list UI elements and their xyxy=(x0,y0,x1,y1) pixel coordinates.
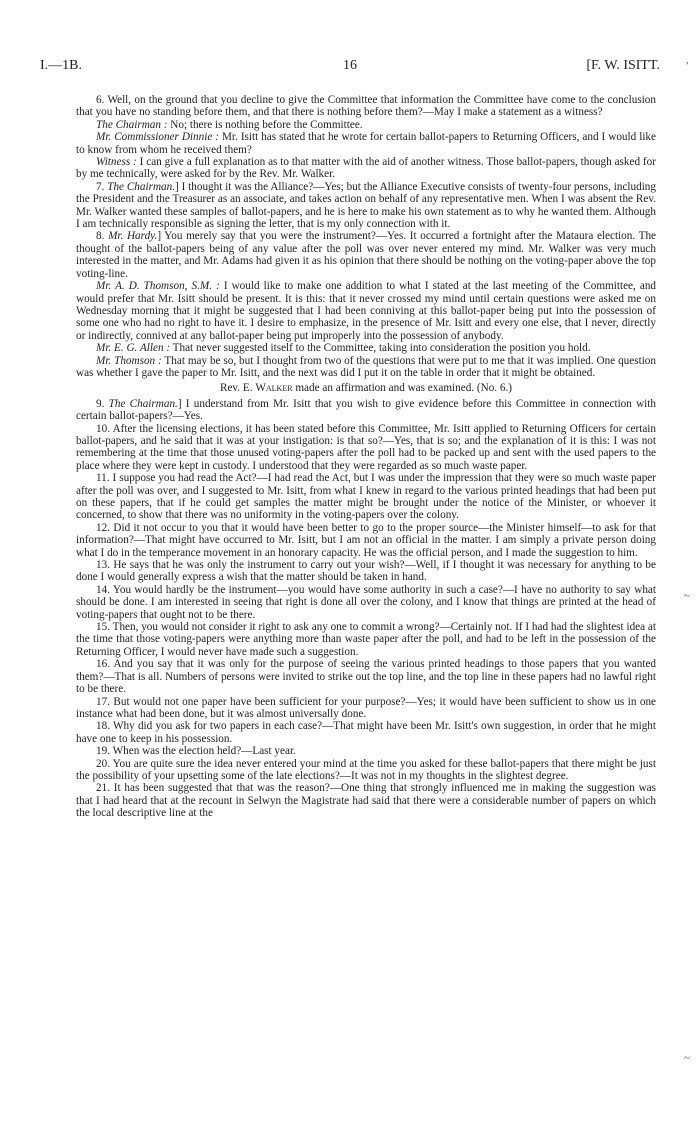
speaker-paragraph xyxy=(76,280,656,342)
speaker-name: The Chairman. xyxy=(107,180,176,193)
paragraph-text: 19. When was the election held?—Last year. xyxy=(96,745,296,758)
paragraph-text: No; there is nothing before the Committee. xyxy=(167,118,363,131)
question-paragraph xyxy=(76,398,656,423)
question-paragraph xyxy=(76,559,656,584)
question-paragraph xyxy=(76,94,656,119)
paragraph-text: 6. Well, on the ground that you decline to give the Committee that information the Committee have come to the conclusion that you have no standing before them, and that there is nothing before them?—May I make a statement as a witness? xyxy=(76,94,656,119)
paragraph-text: ] I understand from Mr. Isitt that you wish to give evidence before this Committee in connection with certain ballot-papers?—Yes. xyxy=(76,397,656,423)
speaker-name: Mr. A. D. Thomson, S.M. : xyxy=(96,280,220,293)
paragraph-text: 11. I suppose you had read the Act?—I had read the Act, but I was under the impression that they were so much waste paper after the poll was over, and I suggested to Mr. Isitt, from what I knew in regard to the various printed headings that had been put on these papers, that if he could get samples the matter might be brought under the notice of the Minister, or whoever it concerned, to show that there was no uniformity in the voting-papers over the colony. xyxy=(76,472,656,522)
margin-mark: ~ xyxy=(684,1052,690,1064)
question-number: 9. xyxy=(96,397,105,410)
speaker-name: Mr. E. G. Allen : xyxy=(96,342,171,355)
witness-name: [F. W. ISITT. xyxy=(586,58,660,73)
witness-heading xyxy=(76,382,656,394)
speaker-paragraph xyxy=(76,131,656,156)
question-paragraph xyxy=(76,621,656,658)
document-body xyxy=(76,94,656,820)
paragraph-text: ] I thought it was the Alliance?—Yes; but the Alliance Executive consists of twenty-four persons, including the President and the Treasurer as an associate, and takes action on behalf of any representative men. When I was absent the Rev. Mr. Walker wanted these samples of ballot-papers, and he is here to make his own statement as to why he wanted them. Although I am technically responsible as signing the letter, that is my only connection with it. xyxy=(76,180,656,231)
heading-text: made an affirmation and was examined. (No. 6.) xyxy=(292,382,512,395)
question-paragraph xyxy=(76,423,656,473)
question-number: 7. xyxy=(96,180,105,193)
paragraph-text: 17. But would not one paper have been sufficient for your purpose?—Yes; it would have been sufficient to show us in one instance what had been done, but it was almost universally done. xyxy=(76,695,656,720)
question-paragraph xyxy=(76,181,656,231)
paragraph-text: 10. After the licensing elections, it has been stated before this Committee, Mr. Isitt applied to Returning Officers for certain ballot-papers, and he said that it was at your instigation: is that so?—Yes, that is so; and the explanation of it is this: I was not remembering at the time that those unused voting-papers after the poll had to be packed up and sent with the used papers to the place where they were kept in custody. I understood that they were regarded as so much waste paper. xyxy=(76,422,656,472)
paragraph-text: I would like to make one addition to what I stated at the last meeting of the Committee, and would prefer that Mr. Isitt should be present. It is this: that it never crossed my mind until certain questions were asked me on Wednesday morning that it might be suggested that I had been conniving at this ballot-paper being put into the possession of some one who had no right to have it. I desire to emphasize, in the presence of Mr. Isitt and every one else, that I never, directly or indirectly, connived at any ballot-paper being put improperly into the possession of anybody. xyxy=(76,280,657,342)
question-paragraph xyxy=(76,782,656,819)
speaker-paragraph xyxy=(76,342,656,354)
speaker-name: The Chairman : xyxy=(96,118,168,131)
question-paragraph xyxy=(76,584,656,621)
paragraph-text: 14. You would hardly be the instrument—you would have some authority in such a case?—I have no authority to say what should be done. I am interested in seeing that right is done all over the colony, and I know that things are printed at the head of voting-papers that ought not to be there. xyxy=(76,583,656,621)
paragraph-text: 15. Then, you would not consider it right to ask any one to commit a wrong?—Certainly not. If I had had the slightest idea at the time that those voting-papers were anything more than waste paper after the poll, and had to be left in the possession of the Returning Officer, I would never have made such a suggestion. xyxy=(76,621,656,658)
speaker-name: Witness : xyxy=(96,156,137,169)
question-paragraph xyxy=(76,522,656,559)
question-paragraph xyxy=(76,758,656,783)
speaker-name: Mr. Thomson : xyxy=(96,354,162,367)
margin-mark: , xyxy=(686,54,689,66)
paragraph-text: 21. It has been suggested that that was the reason?—One thing that strongly influenced me in making the suggestion was that I had heard that at the recount in Selwyn the Magistrate had said that there were a considerable number of papers on which the local descriptive line at the xyxy=(76,782,656,820)
question-paragraph xyxy=(76,472,656,522)
paragraph-text: 13. He says that he was only the instrument to carry out your wish?—Well, if I thought it was necessary for anything to be done I would generally express a wish that the matter should be taken in hand. xyxy=(76,559,656,584)
paragraph-text: That never suggested itself to the Committee, taking into consideration the position you hold. xyxy=(170,342,591,355)
document-reference: I.—1B. xyxy=(40,58,82,73)
page-number: 16 xyxy=(343,58,357,73)
speaker-name: Mr. Hardy. xyxy=(108,230,158,243)
paragraph-text: 18. Why did you ask for two papers in each case?—That might have been Mr. Isitt's own suggestion, in order that he might have one to keep in his possession. xyxy=(76,720,656,745)
margin-mark: ~ xyxy=(684,590,690,602)
paragraph-text: I can give a full explanation as to that matter with the aid of another witness. Those ballot-papers, though asked for by me technically, were asked for by the Rev. Mr. Walker. xyxy=(76,156,656,181)
heading-text: Rev. E. xyxy=(220,382,256,395)
question-paragraph xyxy=(76,745,656,757)
page-header xyxy=(40,58,660,78)
paragraph-text: 20. You are quite sure the idea never entered your mind at the time you asked for these ballot-papers that there might be just the possibility of your upsetting some of the late elections?—It was not in my thoughts in the slightest degree. xyxy=(76,757,656,782)
question-paragraph xyxy=(76,230,656,280)
speaker-paragraph xyxy=(76,156,656,181)
question-paragraph xyxy=(76,658,656,695)
speaker-paragraph xyxy=(76,119,656,131)
paragraph-text: 16. And you say that it was only for the purpose of seeing the various printed headings to those papers that you wanted them?—That is all. Numbers of persons were invited to strike out the top line, and the top line in these papers had no lawful right to be there. xyxy=(76,658,656,696)
paragraph-text: ] You merely say that you were the instrument?—Yes. It occurred a fortnight after the Mataura election. The thought of the ballot-papers being of any value after the poll was over never entered my mind. Mr. Walker was very much interested in the matter, and Mr. Adams had given it as his opinion that there should be nothing on the voting-paper above the top voting-line. xyxy=(76,230,657,280)
question-paragraph xyxy=(76,696,656,721)
speaker-paragraph xyxy=(76,355,656,380)
witness-surname: Walker xyxy=(255,382,293,395)
question-number: 8. xyxy=(96,230,105,243)
paragraph-text: Mr. Isitt has stated that he wrote for certain ballot-papers to Returning Officers, and I would like to know from whom he received them? xyxy=(76,131,656,156)
question-paragraph xyxy=(76,720,656,745)
speaker-name: Mr. Commissioner Dinnie : xyxy=(96,131,219,144)
speaker-name: The Chairman. xyxy=(108,397,178,410)
paragraph-text: That may be so, but I thought from two of the questions that were put to me that it was implied. One question was whether I gave the paper to Mr. Isitt, and the next was did I put it on the table in order that it might be obtained. xyxy=(76,354,656,379)
paragraph-text: 12. Did it not occur to you that it would have been better to go to the proper source—the Minister himself—to ask for that information?—That might have occurred to Mr. Isitt, but I am not an official in the matter. I am simply a private person doing what I do in the temperance movement in an honorary capacity. He was the official person, and I made the suggestion to him. xyxy=(76,521,656,559)
